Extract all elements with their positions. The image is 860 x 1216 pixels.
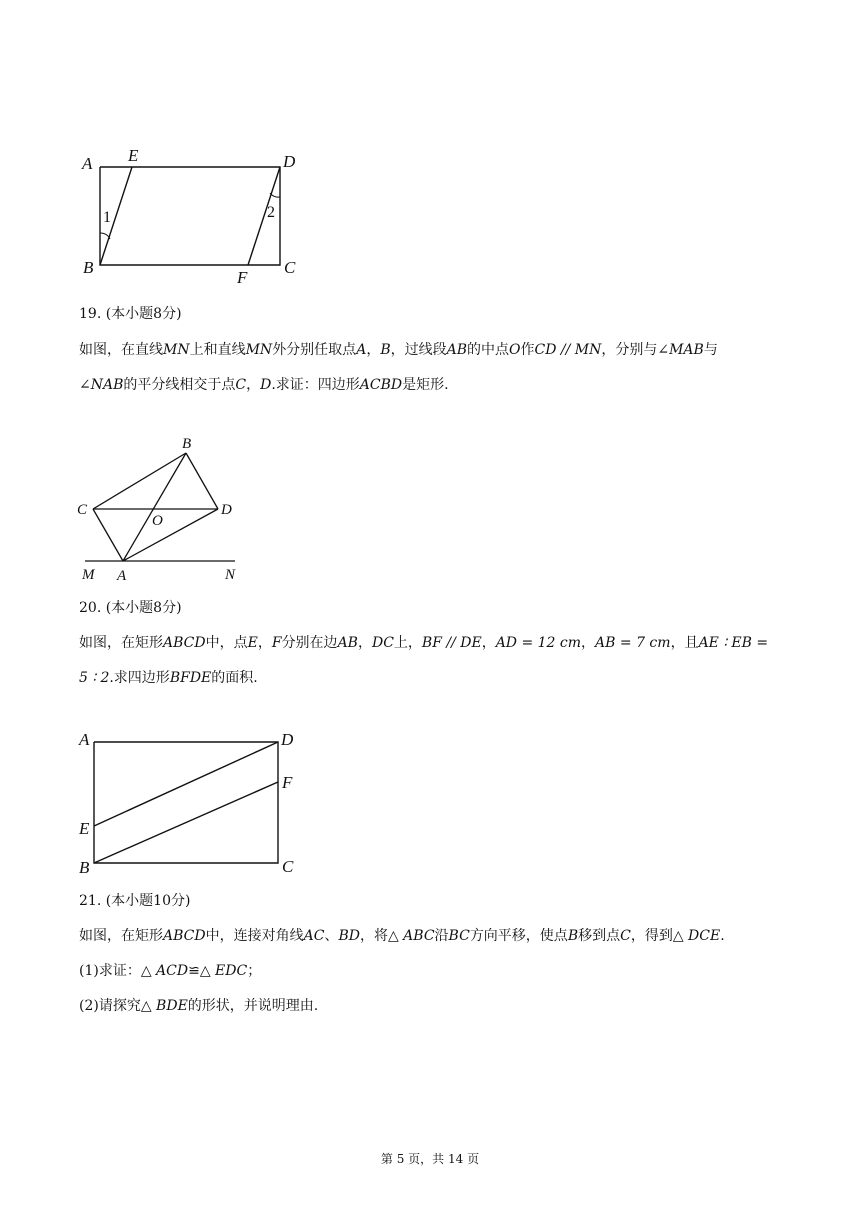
figure-question-20 — [75, 725, 305, 880]
segment-BF — [94, 782, 278, 863]
rectangle-ABCD — [94, 742, 278, 863]
segment-AB — [123, 453, 186, 561]
question-20-number: 20. (本小题8分) — [79, 600, 182, 616]
label-A: A — [117, 568, 127, 584]
label-angle-2: 2 — [267, 204, 275, 221]
question-19-line-1: 如图，在直线MN上和直线MN外分别任取点A，B，过线段AB的中点O作CD // MN，分别与∠MAB与 — [79, 342, 718, 358]
question-20-line-2: 5 ∶ 2.求四边形BFDE的面积. — [79, 670, 258, 686]
label-D: D — [221, 502, 232, 518]
question-19-line-2: ∠NAB的平分线相交于点C，D.求证：四边形ACBD是矩形. — [79, 377, 449, 393]
segment-ED — [94, 742, 278, 826]
segment-BD — [186, 453, 218, 509]
question-21-number: 21. (本小题10分) — [79, 893, 191, 909]
label-F: F — [237, 268, 248, 287]
label-A: A — [79, 730, 90, 749]
label-O: O — [152, 513, 163, 529]
label-B: B — [182, 436, 192, 452]
label-B: B — [79, 858, 90, 877]
label-E: E — [128, 146, 139, 165]
question-21-line-2: (1)求证：△ ACD≌△ EDC； — [79, 963, 262, 979]
label-angle-1: 1 — [103, 209, 111, 226]
label-N: N — [225, 567, 236, 583]
label-C: C — [284, 258, 296, 277]
label-D: D — [281, 730, 294, 749]
segment-DA — [123, 509, 218, 561]
label-D: D — [283, 152, 296, 171]
label-C: C — [77, 502, 88, 518]
label-E: E — [79, 819, 90, 838]
figure-question-19 — [75, 432, 255, 584]
label-A: A — [82, 154, 93, 173]
page-footer: 第 5 页，共 14 页 — [380, 1152, 480, 1166]
label-M: M — [82, 567, 95, 583]
segment-CB — [93, 453, 186, 509]
label-C: C — [282, 857, 294, 876]
question-21-line-3: (2)请探究△ BDE的形状，并说明理由. — [79, 998, 319, 1014]
segment-DF — [248, 167, 280, 265]
question-20-line-1: 如图，在矩形ABCD中，点E，F分别在边AB，DC上，BF // DE，AD = 12 cm，AB = 7 cm，且AE ∶ EB = — [79, 635, 769, 651]
figure-parallelogram-rectangle — [80, 145, 310, 285]
label-B: B — [83, 258, 94, 277]
question-21-line-1: 如图，在矩形ABCD中，连接对角线AC、BD，将△ ABC沿BC方向平移，使点B移到点C，得到△ DCE. — [79, 928, 725, 944]
question-19-number: 19. (本小题8分) — [79, 306, 182, 322]
segment-AC — [93, 509, 123, 561]
label-F: F — [282, 773, 293, 792]
